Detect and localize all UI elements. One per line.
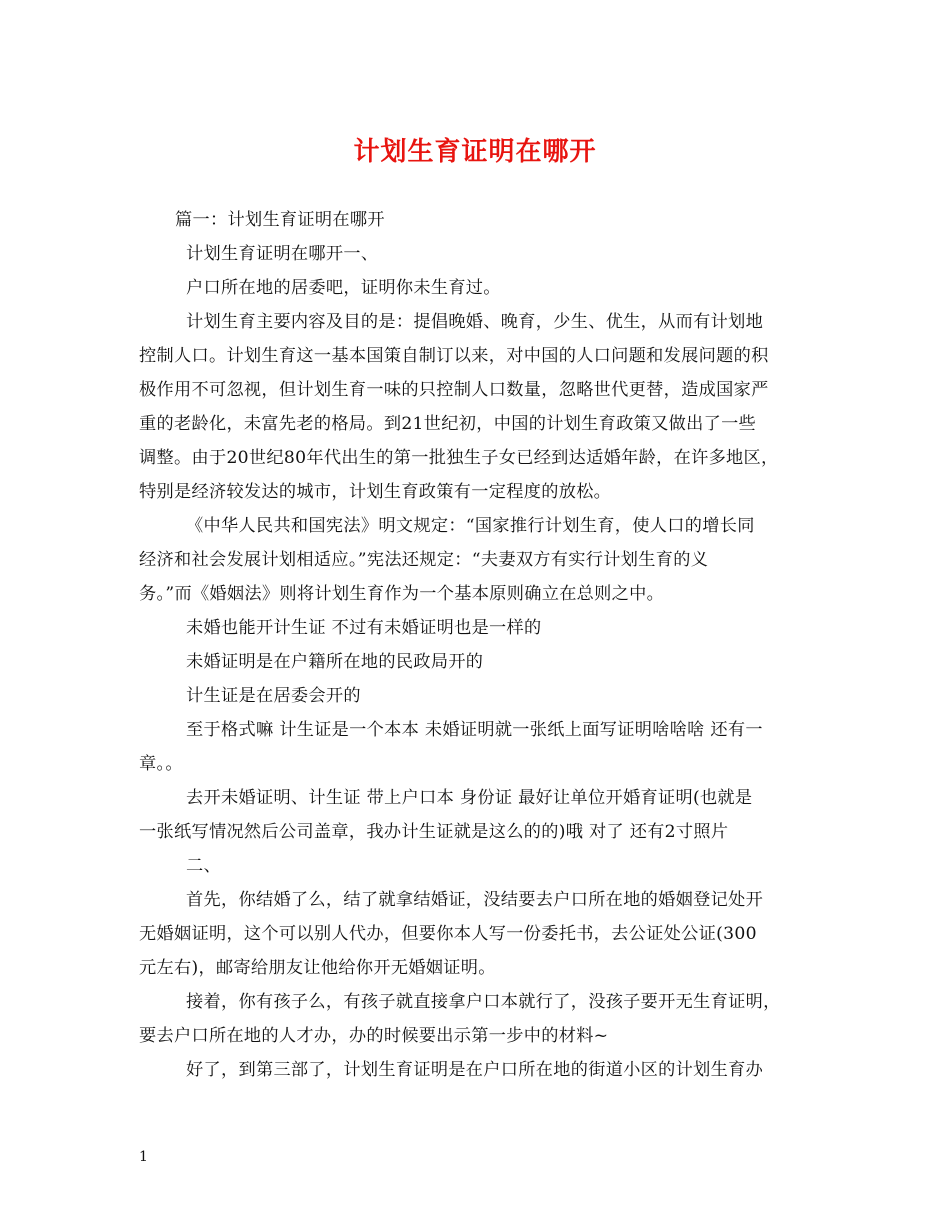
paragraph-line: 控制人口。计划生育这一基本国策自制订以来，对中国的人口问题和发展问题的积 bbox=[139, 346, 769, 366]
paragraph-line: 重的老龄化，未富先老的格局。到21世纪初，中国的计划生育政策又做出了一些 bbox=[139, 414, 757, 434]
paragraph-line: 计生证是在居委会开的 bbox=[186, 686, 361, 706]
paragraph-line: 极作用不可忽视，但计划生育一味的只控制人口数量，忽略世代更替，造成国家严 bbox=[139, 380, 769, 400]
paragraph-line: 调整。由于20世纪80年代出生的第一批独生子女已经到达适婚年龄，在许多地区， bbox=[139, 448, 779, 468]
paragraph-line: 《中华人民共和国宪法》明文规定：“国家推行计划生育，使人口的增长同 bbox=[186, 516, 755, 536]
document-title: 计划生育证明在哪开 bbox=[353, 137, 597, 167]
paragraph-line: 首先，你结婚了么，结了就拿结婚证，没结要去户口所在地的婚姻登记处开 bbox=[186, 890, 764, 910]
paragraph-line: 好了，到第三部了，计划生育证明是在户口所在地的街道小区的计划生育办 bbox=[186, 1060, 764, 1080]
paragraph-line: 务。”而《婚姻法》则将计划生育作为一个基本原则确立在总则之中。 bbox=[139, 584, 665, 604]
page-number: 1 bbox=[139, 1149, 148, 1165]
paragraph-line: 篇一：计划生育证明在哪开 bbox=[175, 210, 385, 230]
paragraph-line: 未婚证明是在户籍所在地的民政局开的 bbox=[186, 652, 484, 672]
paragraph-line: 计划生育证明在哪开一、 bbox=[186, 244, 379, 264]
paragraph-line: 一张纸写情况然后公司盖章，我办计生证就是这么的的)哦 对了 还有2寸照片 bbox=[139, 822, 729, 842]
paragraph-line: 至于格式嘛 计生证是一个本本 未婚证明就一张纸上面写证明啥啥啥 还有一 bbox=[186, 720, 763, 740]
paragraph-line: 特别是经济较发达的城市，计划生育政策有一定程度的放松。 bbox=[139, 482, 612, 502]
paragraph-line: 要去户口所在地的人才办，办的时候要出示第一步中的材料~ bbox=[139, 1026, 609, 1046]
paragraph-line: 去开未婚证明、计生证 带上户口本 身份证 最好让单位开婚育证明(也就是 bbox=[186, 788, 753, 808]
paragraph-line: 未婚也能开计生证 不过有未婚证明也是一样的 bbox=[186, 618, 542, 638]
paragraph-line: 计划生育主要内容及目的是：提倡晚婚、晚育，少生、优生，从而有计划地 bbox=[186, 312, 764, 332]
paragraph-line: 元左右)，邮寄给朋友让他给你开无婚姻证明。 bbox=[139, 958, 496, 978]
paragraph-line: 接着，你有孩子么，有孩子就直接拿户口本就行了，没孩子要开无生育证明， bbox=[186, 992, 781, 1012]
paragraph-line: 章。。 bbox=[139, 754, 183, 774]
paragraph-line: 二、 bbox=[186, 856, 221, 876]
paragraph-line: 户口所在地的居委吧，证明你未生育过。 bbox=[186, 278, 501, 298]
paragraph-line: 无婚姻证明，这个可以别人代办，但要你本人写一份委托书，去公证处公证(300 bbox=[139, 924, 757, 944]
paragraph-line: 经济和社会发展计划相适应。”宪法还规定：“夫妻双方有实行计划生育的义 bbox=[139, 550, 709, 570]
